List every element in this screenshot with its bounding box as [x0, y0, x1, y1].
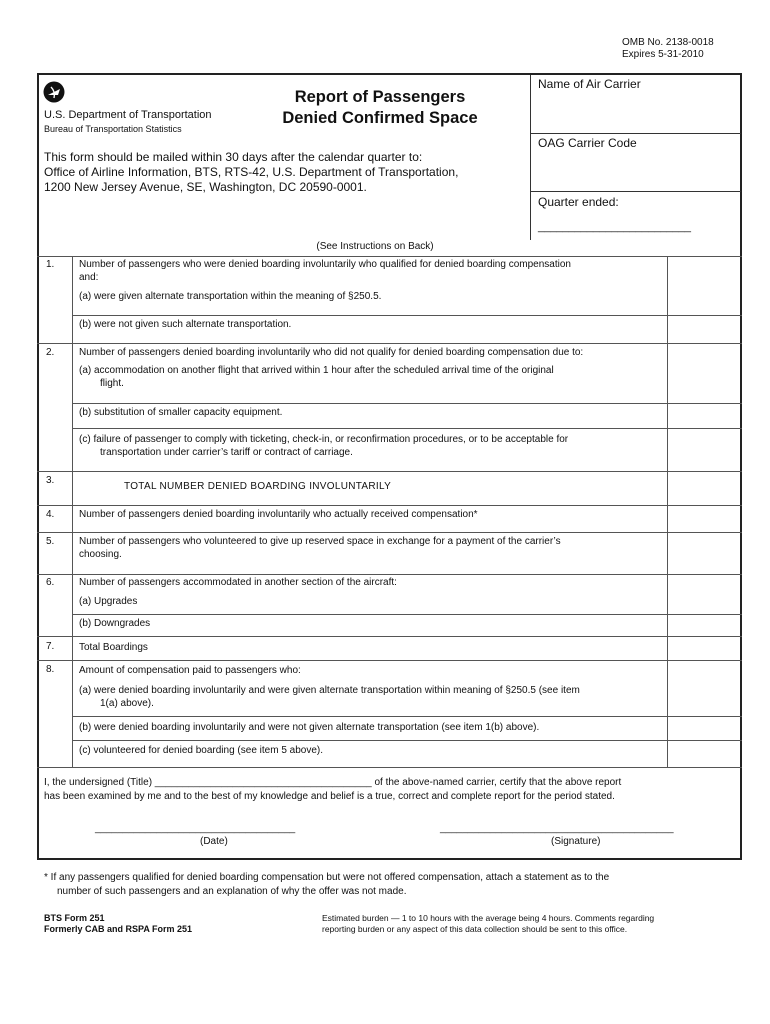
title-line-1: Report of Passengers: [294, 88, 466, 106]
subrow-divider: [72, 716, 742, 717]
answer-field-1b[interactable]: [668, 316, 740, 342]
answer-field-1a[interactable]: [668, 257, 740, 314]
date-label: (Date): [200, 836, 228, 847]
item-5-line: Number of passengers who volunteered to give up reserved space in exchange for a payment of the carrier’s: [79, 536, 561, 547]
answer-field-6b[interactable]: [668, 615, 740, 635]
answer-field-6a[interactable]: [668, 575, 740, 613]
item-6-text: Number of passengers accommodated in another section of the aircraft:: [79, 577, 397, 588]
footnote: [44, 871, 724, 899]
row-divider: [37, 660, 742, 661]
oag-code-label: OAG Carrier Code: [538, 136, 637, 150]
item-1b-text: (b) were not given such alternate transportation.: [79, 319, 292, 330]
see-instructions: (See Instructions on Back): [316, 241, 434, 252]
mail-line-2: Office of Airline Information, BTS, RTS-42, U.S. Department of Transportation,: [44, 165, 459, 179]
title-line-2: Denied Confirmed Space: [282, 109, 478, 127]
row-divider: [37, 636, 742, 637]
certification-line: has been examined by me and to the best of my knowledge and belief is a true, correct and complete report for the period stated.: [44, 791, 615, 802]
item-8-text: Amount of compensation paid to passengers who:: [79, 665, 301, 676]
subrow-divider: [72, 614, 742, 615]
item-6a-text: (a) Upgrades: [79, 596, 138, 607]
item-5-text: [79, 535, 659, 561]
mail-line-1: This form should be mailed within 30 days after the calendar quarter to:: [44, 150, 423, 164]
omb-info: [622, 37, 714, 61]
divider: [530, 133, 741, 134]
item-1-text: [79, 258, 659, 284]
divider: [530, 191, 741, 192]
answer-field-2b[interactable]: [668, 404, 740, 427]
item-8a-text: [79, 684, 659, 710]
item-number: 1.: [46, 259, 55, 270]
answer-field-5[interactable]: [668, 533, 740, 573]
burden-line: reporting burden or any aspect of this data collection should be sent to this office.: [322, 924, 628, 934]
burden-line: Estimated burden — 1 to 10 hours with the average being 4 hours. Comments regarding: [322, 913, 655, 923]
item-number: 8.: [46, 664, 55, 675]
certification-line: I, the undersigned (Title) _______________________________________ of the above-named carrier, certify that the above report: [44, 777, 622, 788]
signature-label: (Signature): [551, 836, 601, 847]
footnote-line: number of such passengers and an explanation of why the offer was not made.: [57, 886, 407, 897]
item-number: 2.: [46, 347, 55, 358]
agency-name: U.S. Department of Transportation: [44, 109, 212, 121]
quarter-ended-field[interactable]: _________________________: [538, 221, 691, 233]
form-number: BTS Form 251: [44, 913, 105, 923]
answer-field-8a[interactable]: [668, 661, 740, 715]
item-number: 4.: [46, 509, 55, 520]
item-2a-text: [79, 364, 659, 390]
item-8a-line: 1(a) above).: [100, 698, 154, 709]
title-field[interactable]: [410, 776, 510, 790]
form-formerly: Formerly CAB and RSPA Form 251: [44, 924, 193, 934]
air-carrier-name-field[interactable]: [531, 93, 739, 131]
item-3-text: TOTAL NUMBER DENIED BOARDING INVOLUNTARILY: [124, 481, 392, 492]
item-number: 5.: [46, 536, 55, 547]
item-2c-text: [79, 433, 659, 459]
answer-field-2c[interactable]: [668, 429, 740, 470]
row-divider: [37, 505, 742, 506]
answer-field-7[interactable]: [668, 637, 740, 659]
footnote-line: * If any passengers qualified for denied boarding compensation but were not offered compensation, attach a statement as to the: [44, 872, 610, 883]
row-divider: [37, 767, 742, 768]
item-7-text: Total Boardings: [79, 642, 148, 653]
subrow-divider: [72, 315, 742, 316]
answer-field-8c[interactable]: [668, 741, 740, 766]
item-2a-line: flight.: [100, 378, 124, 389]
item-number: 3.: [46, 475, 55, 486]
certification-statement: [44, 776, 734, 804]
item-8c-text: (c) volunteered for denied boarding (see item 5 above).: [79, 745, 324, 756]
answer-field-2a[interactable]: [668, 344, 740, 402]
item-2b-text: (b) substitution of smaller capacity equipment.: [79, 407, 283, 418]
item-number: 6.: [46, 577, 55, 588]
row-divider: [37, 471, 742, 472]
row-divider: [37, 574, 742, 575]
answer-field-4[interactable]: [668, 506, 740, 531]
answer-field-8b[interactable]: [668, 717, 740, 739]
quarter-ended-label: Quarter ended:: [538, 195, 619, 209]
mail-line-3: 1200 New Jersey Avenue, SE, Washington, DC 20590-0001.: [44, 180, 367, 194]
mailing-instructions: [44, 150, 458, 195]
row-divider: [37, 343, 742, 344]
item-1-line: Number of passengers who were denied boarding involuntarily who qualified for denied boarding compensation: [79, 259, 571, 270]
row-divider: [37, 256, 742, 257]
bureau-name: Bureau of Transportation Statistics: [44, 124, 182, 134]
row-divider: [37, 532, 742, 533]
item-2a-line: (a) accommodation on another flight that arrived within 1 hour after the scheduled arrival time of the original: [79, 365, 554, 376]
item-5-line: choosing.: [79, 549, 122, 560]
form-identifier: [44, 913, 192, 935]
dot-logo-icon: [43, 81, 65, 103]
item-2c-line: transportation under carrier’s tariff or contract of carriage.: [100, 447, 353, 458]
burden-statement: [322, 913, 742, 935]
column-divider: [72, 256, 73, 767]
air-carrier-name-label: Name of Air Carrier: [538, 77, 641, 91]
item-number: 7.: [46, 641, 55, 652]
oag-code-field[interactable]: [531, 152, 739, 189]
item-8b-text: (b) were denied boarding involuntarily and were not given alternate transportation (see item 1(b) above).: [79, 722, 540, 733]
subrow-divider: [72, 403, 742, 404]
subrow-divider: [72, 428, 742, 429]
omb-expires: Expires 5-31-2010: [622, 49, 704, 60]
item-6b-text: (b) Downgrades: [79, 618, 151, 629]
subrow-divider: [72, 740, 742, 741]
form-title: [270, 87, 490, 129]
item-4-text: Number of passengers denied boarding involuntarily who actually received compensation*: [79, 509, 478, 520]
item-2-text: Number of passengers denied boarding involuntarily who did not qualify for denied boarding compensation due to:: [79, 347, 584, 358]
item-1a-text: (a) were given alternate transportation within the meaning of §250.5.: [79, 291, 382, 302]
date-field[interactable]: ____________________________________: [95, 823, 296, 834]
item-1-line: and:: [79, 272, 99, 283]
item-2c-line: (c) failure of passenger to comply with ticketing, check-in, or reconfirmation procedures, or to be acceptable for: [79, 434, 569, 445]
signature-field[interactable]: __________________________________________: [440, 823, 674, 834]
omb-number: OMB No. 2138-0018: [622, 37, 714, 48]
item-8a-line: (a) were denied boarding involuntarily and were given alternate transportation within meaning of §250.5 (see item: [79, 685, 580, 696]
